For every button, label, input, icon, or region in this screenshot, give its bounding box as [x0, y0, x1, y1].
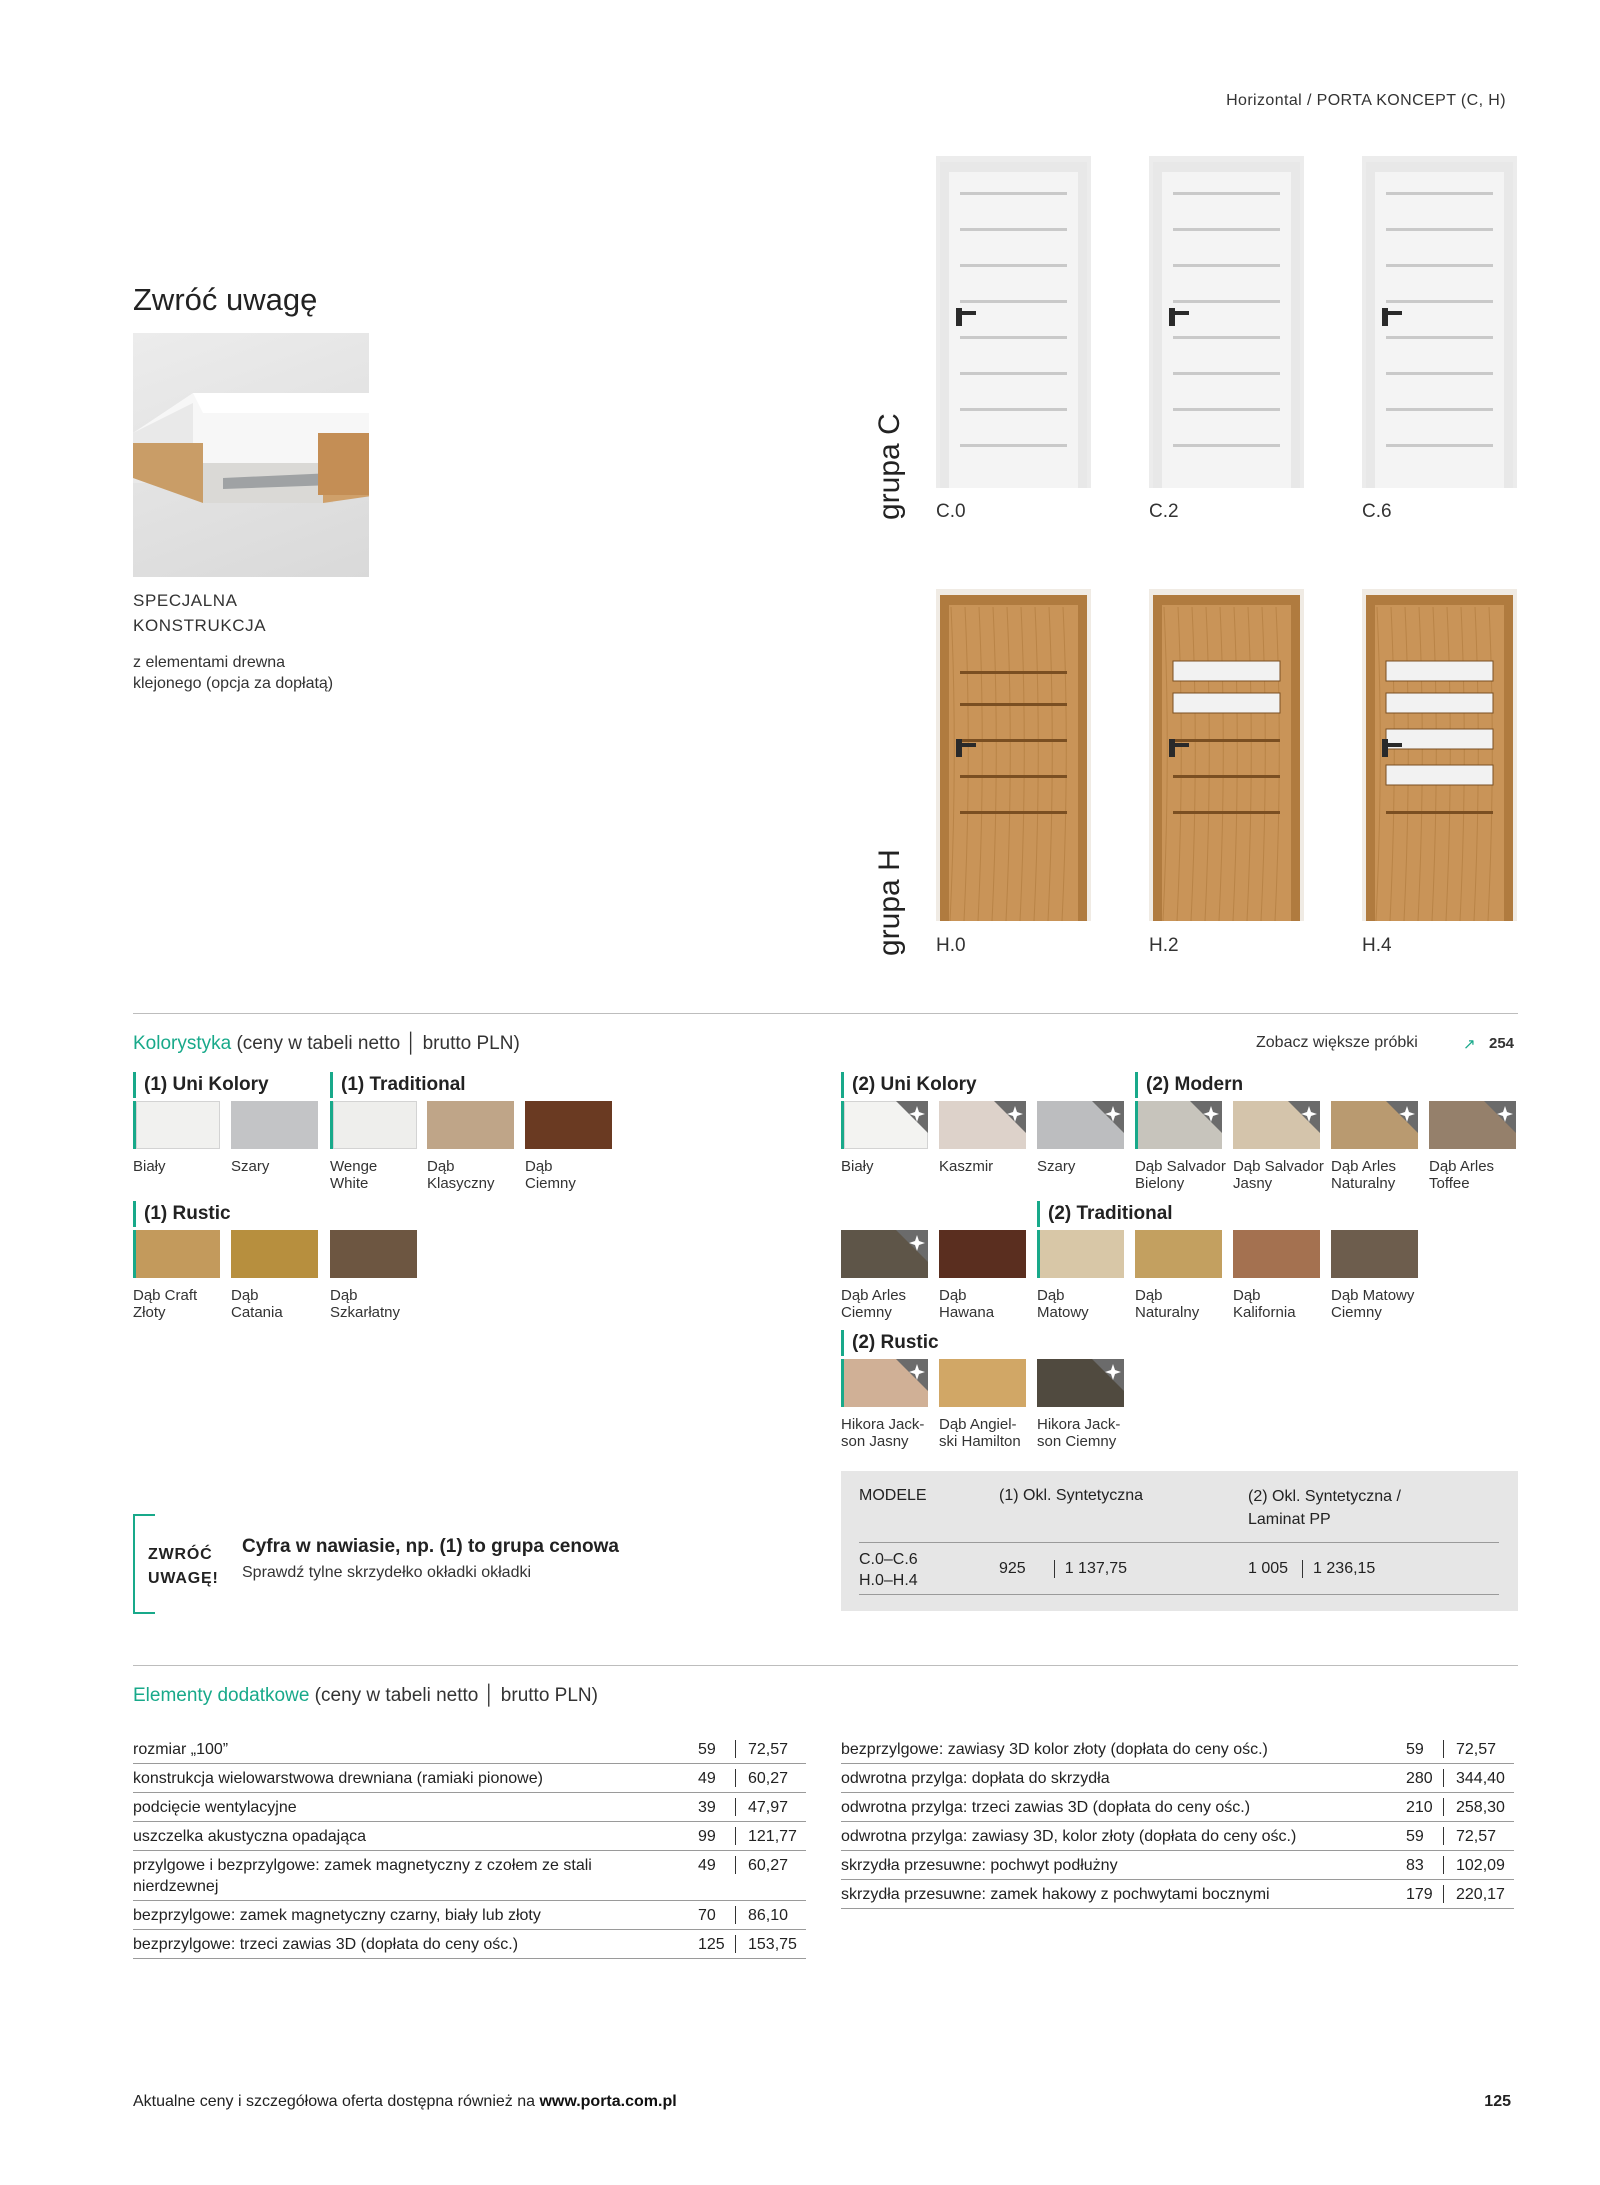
models-row-label — [859, 1549, 918, 1591]
price-row-gross: 60,27 — [748, 1770, 789, 1787]
price-row-net: 39 — [698, 1799, 716, 1816]
price-row — [841, 1735, 1514, 1764]
price-row — [133, 1930, 806, 1959]
price-row-gross: 86,10 — [748, 1907, 789, 1924]
extras-section-title — [133, 1685, 598, 1707]
sparkle-badge-icon — [896, 1101, 928, 1133]
swatch-dab-hawana — [939, 1230, 1026, 1278]
price-row-separator — [1443, 1885, 1444, 1903]
swatch-dab-arles-naturalny — [1331, 1101, 1418, 1149]
callout-label-l1: ZWRÓĆ — [148, 1546, 213, 1563]
sparkle-badge-icon — [1092, 1359, 1124, 1391]
callout-sub: Sprawdź tylne skrzydełko okładki okładki — [242, 1564, 532, 1581]
models-price-table — [841, 1471, 1518, 1611]
models-header-col2 — [1248, 1485, 1401, 1531]
price-row-separator — [735, 1827, 736, 1845]
price-row-name: odwrotna przylga: trzeci zawias 3D (dopłata do ceny ośc.) — [841, 1799, 1251, 1816]
swatch-label-dab-klasyczny — [427, 1158, 525, 1192]
door-image-h0 — [936, 589, 1091, 921]
price-row-net: 179 — [1406, 1886, 1433, 1903]
note-caption-small — [133, 652, 393, 694]
note-small-line-1: z elementami drewna — [133, 654, 286, 671]
swatch-label-dab-arles-toffee — [1429, 1158, 1527, 1192]
swatch-label-kaszmir — [939, 1158, 1037, 1175]
swatch-dab-ciemny — [525, 1101, 612, 1149]
colors-title-accent: Kolorystyka — [133, 1033, 232, 1054]
swatch-label-bialy2 — [841, 1158, 939, 1175]
door-image-c6 — [1362, 156, 1517, 488]
swatch-label-hikora-ciemny — [1037, 1416, 1135, 1450]
price-row-net: 125 — [698, 1936, 725, 1953]
models-header-rule — [859, 1542, 1499, 1543]
swatch-label-bialy1 — [133, 1158, 231, 1175]
callout-label — [148, 1543, 219, 1591]
swatch-label-line-2: Jasny — [1233, 1175, 1273, 1192]
door-label-h2: H.2 — [1149, 935, 1179, 956]
swatch-group-rustic2: (2) Rustic — [841, 1330, 939, 1356]
models-bottom-rule — [859, 1594, 1499, 1595]
price-row-name: podcięcie wentylacyjne — [133, 1799, 297, 1816]
price-row-name: konstrukcja wielowarstwowa drewniana (ramiaki pionowe) — [133, 1770, 543, 1787]
swatch-label-line-1: Hikora Jack- — [841, 1416, 925, 1433]
door-label-c6: C.6 — [1362, 501, 1392, 522]
swatch-label-line-1: Szary — [1037, 1158, 1076, 1175]
price-row-gross: 72,57 — [748, 1741, 789, 1758]
page-number: 125 — [1484, 2093, 1511, 2110]
price-row-name: rozmiar „100” — [133, 1741, 229, 1758]
footer-url[interactable]: www.porta.com.pl — [539, 2093, 677, 2110]
swatch-dab-kalifornia — [1233, 1230, 1320, 1278]
sparkle-badge-icon — [896, 1359, 928, 1391]
price-row-separator — [735, 1769, 736, 1787]
price-row-gross: 102,09 — [1456, 1857, 1505, 1874]
note-title: Zwróć uwagę — [133, 282, 318, 317]
sparkle-badge-icon — [994, 1101, 1026, 1133]
section-divider-2 — [133, 1665, 1518, 1666]
door-image-h2 — [1149, 589, 1304, 921]
models-header: MODELE — [859, 1487, 927, 1504]
note-small-line-2: klejonego (opcja za dopłatą) — [133, 675, 334, 692]
swatch-label-line-1: Dąb Craft — [133, 1287, 198, 1304]
swatch-dab-szkarlatny — [330, 1230, 417, 1278]
swatch-label-dab-arles-naturalny — [1331, 1158, 1429, 1192]
swatch-group-rustic1: (1) Rustic — [133, 1201, 231, 1227]
models-row-l1: C.0–C.6 — [859, 1551, 918, 1568]
swatch-dab-matowy-ciemny — [1331, 1230, 1418, 1278]
swatch-label-dab-arles-ciemny — [841, 1287, 939, 1321]
swatch-label-line-1: Dąb — [525, 1158, 553, 1175]
swatch-szary2 — [1037, 1101, 1124, 1149]
swatch-label-line-2: Matowy — [1037, 1304, 1089, 1321]
price-row-separator — [1443, 1798, 1444, 1816]
swatch-dab-salvador-bielony — [1135, 1101, 1222, 1149]
note-caption-line-1: SPECJALNA — [133, 591, 238, 610]
price-row-separator — [735, 1906, 736, 1924]
swatch-label-dab-catania — [231, 1287, 329, 1321]
swatch-label-line-2: Hawana — [939, 1304, 995, 1321]
price-row-name: skrzydła przesuwne: zamek hakowy z pochwytami bocznymi — [841, 1886, 1270, 1903]
sparkle-badge-icon — [1386, 1101, 1418, 1133]
swatch-label-line-1: Dąb Arles — [841, 1287, 907, 1304]
swatch-label-line-2: Szkarłatny — [330, 1304, 401, 1321]
swatch-label-line-1: Dąb Salvador — [1135, 1158, 1226, 1175]
arrow-up-right-icon[interactable]: ↗ — [1463, 1036, 1476, 1053]
swatch-label-szary1 — [231, 1158, 329, 1175]
price-row — [133, 1901, 806, 1930]
price-row-separator — [735, 1740, 736, 1758]
colors-section-title — [133, 1033, 520, 1055]
swatch-label-line-1: Dąb — [1037, 1287, 1065, 1304]
price-row — [841, 1822, 1514, 1851]
swatch-label-line-1: Dąb — [427, 1158, 455, 1175]
extras-title-rest: (ceny w tabeli netto │ brutto PLN) — [309, 1685, 598, 1706]
swatch-label-dab-matowy — [1037, 1287, 1135, 1321]
swatch-label-line-1: Dąb Matowy — [1331, 1287, 1415, 1304]
swatch-label-szary2 — [1037, 1158, 1135, 1175]
swatch-label-line-1: Szary — [231, 1158, 270, 1175]
price-row-name: przylgowe i bezprzylgowe: zamek magnetyczny z czołem ze stali nierdzewnej — [133, 1857, 592, 1895]
swatch-label-line-2: White — [330, 1175, 369, 1192]
price-row-gross: 72,57 — [1456, 1828, 1497, 1845]
swatch-bialy1 — [133, 1101, 220, 1149]
swatch-label-line-1: Dąb Arles — [1331, 1158, 1397, 1175]
swatch-label-line-2: Naturalny — [1135, 1304, 1200, 1321]
swatch-label-line-2: Kalifornia — [1233, 1304, 1296, 1321]
price-row-name: uszczelka akustyczna opadająca — [133, 1828, 367, 1845]
swatch-dab-salvador-jasny — [1233, 1101, 1320, 1149]
price-row-gross: 60,27 — [748, 1857, 789, 1874]
price-row-separator — [1443, 1769, 1444, 1787]
swatch-label-line-2: ski Hamilton — [939, 1433, 1021, 1450]
sparkle-badge-icon — [1288, 1101, 1320, 1133]
note-caption-line-2: KONSTRUKCJA — [133, 616, 267, 635]
door-image-c2 — [1149, 156, 1304, 488]
swatch-dab-matowy — [1037, 1230, 1124, 1278]
swatch-label-line-1: Dąb — [1135, 1287, 1163, 1304]
price-row-name: odwrotna przylga: dopłata do skrzydła — [841, 1770, 1110, 1787]
swatch-label-line-2: Ciemny — [1331, 1304, 1382, 1321]
door-label-h4: H.4 — [1362, 935, 1392, 956]
swatch-label-line-2: Catania — [231, 1304, 283, 1321]
price-row — [841, 1764, 1514, 1793]
swatch-label-line-2: Ciemny — [841, 1304, 892, 1321]
swatch-label-line-1: Dąb Salvador — [1233, 1158, 1324, 1175]
price-row — [841, 1851, 1514, 1880]
price-row-net: 59 — [1406, 1741, 1424, 1758]
sparkle-badge-icon — [1484, 1101, 1516, 1133]
swatch-kaszmir — [939, 1101, 1026, 1149]
swatch-label-line-1: Dąb Arles — [1429, 1158, 1495, 1175]
swatch-label-dab-matowy-ciemny — [1331, 1287, 1429, 1321]
swatch-label-line-1: Biały — [841, 1158, 874, 1175]
price-row-gross: 121,77 — [748, 1828, 797, 1845]
swatch-dab-arles-ciemny — [841, 1230, 928, 1278]
price-row-net: 280 — [1406, 1770, 1433, 1787]
models-header-col1: (1) Okl. Syntetyczna — [999, 1487, 1144, 1504]
colors-title-rest: (ceny w tabeli netto │ brutto PLN) — [231, 1033, 520, 1054]
swatch-label-line-1: Dąb — [1233, 1287, 1261, 1304]
swatch-label-line-1: Hikora Jack- — [1037, 1416, 1121, 1433]
door-label-c0: C.0 — [936, 501, 966, 522]
group-c-label: grupa C — [873, 413, 906, 520]
swatch-dab-angielski — [939, 1359, 1026, 1407]
swatch-label-line-2: Złoty — [133, 1304, 166, 1321]
swatch-label-line-1: Dąb — [939, 1287, 967, 1304]
price-row-separator — [1443, 1740, 1444, 1758]
swatch-dab-klasyczny — [427, 1101, 514, 1149]
models-col1-net: 925 — [999, 1560, 1026, 1578]
price-row — [133, 1764, 806, 1793]
price-row-gross: 220,17 — [1456, 1886, 1505, 1903]
swatch-hikora-ciemny — [1037, 1359, 1124, 1407]
breadcrumb: Horizontal / PORTA KONCEPT (C, H) — [1226, 92, 1506, 109]
group-h-label: grupa H — [873, 849, 906, 956]
swatch-label-line-2: Bielony — [1135, 1175, 1185, 1192]
door-label-c2: C.2 — [1149, 501, 1179, 522]
price-row-name: odwrotna przylga: zawiasy 3D, kolor złoty (dopłata do ceny ośc.) — [841, 1828, 1297, 1845]
price-row-separator — [1443, 1856, 1444, 1874]
swatch-label-dab-kalifornia — [1233, 1287, 1331, 1321]
callout-title: Cyfra w nawiasie, np. (1) to grupa cenowa — [242, 1536, 619, 1557]
price-row-net: 210 — [1406, 1799, 1433, 1816]
swatch-label-hikora-jasny — [841, 1416, 939, 1450]
footer-text-body: Aktualne ceny i szczegółowa oferta dostępna również na — [133, 2093, 540, 2110]
swatch-label-line-2: Toffee — [1429, 1175, 1470, 1192]
swatch-label-line-1: Biały — [133, 1158, 166, 1175]
price-row-net: 49 — [698, 1770, 716, 1787]
models-col2-net: 1 005 — [1248, 1560, 1289, 1578]
swatch-szary1 — [231, 1101, 318, 1149]
door-image-h4 — [1362, 589, 1517, 921]
swatch-group-trad2: (2) Traditional — [1037, 1201, 1173, 1227]
swatch-dab-arles-toffee — [1429, 1101, 1516, 1149]
door-label-h0: H.0 — [936, 935, 966, 956]
callout-label-l2: UWAGĘ! — [148, 1570, 219, 1587]
swatch-dab-naturalny — [1135, 1230, 1222, 1278]
price-row — [133, 1793, 806, 1822]
swatch-group-uni2: (2) Uni Kolory — [841, 1072, 977, 1098]
price-row-name: skrzydła przesuwne: pochwyt podłużny — [841, 1857, 1118, 1874]
price-row-separator — [735, 1798, 736, 1816]
price-row-gross: 72,57 — [1456, 1741, 1497, 1758]
models-col2-price — [1248, 1560, 1375, 1578]
swatch-label-line-1: Dąb Angiel- — [939, 1416, 1017, 1433]
models-row-l2: H.0–H.4 — [859, 1572, 918, 1589]
swatch-label-dab-angielski — [939, 1416, 1037, 1450]
extras-table-right — [841, 1735, 1514, 1909]
price-row-separator — [1443, 1827, 1444, 1845]
note-caption — [133, 588, 266, 638]
swatch-label-line-2: son Ciemny — [1037, 1433, 1117, 1450]
swatch-group-modern2: (2) Modern — [1135, 1072, 1243, 1098]
swatch-wenge-white — [330, 1101, 417, 1149]
price-row-separator — [735, 1856, 736, 1874]
swatch-label-line-2: son Jasny — [841, 1433, 909, 1450]
models-header-col2-l1: (2) Okl. Syntetyczna / — [1248, 1488, 1401, 1505]
door-image-c0 — [936, 156, 1091, 488]
swatch-label-line-2: Klasyczny — [427, 1175, 495, 1192]
price-row-net: 59 — [1406, 1828, 1424, 1845]
price-row-gross: 153,75 — [748, 1936, 797, 1953]
footer-text — [133, 2093, 677, 2111]
swatch-label-wenge-white — [330, 1158, 428, 1192]
price-row-name: bezprzylgowe: zawiasy 3D kolor złoty (dopłata do ceny ośc.) — [841, 1741, 1268, 1758]
swatch-label-line-1: Dąb — [330, 1287, 358, 1304]
price-row — [841, 1880, 1514, 1909]
swatch-label-line-1: Wenge — [330, 1158, 378, 1175]
price-row-net: 99 — [698, 1828, 716, 1845]
more-samples-page[interactable]: 254 — [1489, 1035, 1515, 1052]
swatch-label-dab-ciemny — [525, 1158, 623, 1192]
price-row-net: 59 — [698, 1741, 716, 1758]
swatch-label-dab-naturalny — [1135, 1287, 1233, 1321]
swatch-label-dab-szkarlatny — [330, 1287, 428, 1321]
sparkle-badge-icon — [896, 1230, 928, 1262]
price-row-name: bezprzylgowe: zamek magnetyczny czarny, biały lub złoty — [133, 1907, 541, 1924]
extras-title-accent: Elementy dodatkowe — [133, 1685, 310, 1706]
price-row-net: 49 — [698, 1857, 716, 1874]
swatch-label-dab-salvador-bielony — [1135, 1158, 1233, 1192]
models-col2-gross: 1 236,15 — [1313, 1560, 1376, 1578]
swatch-dab-catania — [231, 1230, 318, 1278]
price-row — [133, 1735, 806, 1764]
price-row-gross: 258,30 — [1456, 1799, 1505, 1816]
section-divider — [133, 1013, 1518, 1014]
swatch-label-dab-craft-zloty — [133, 1287, 231, 1321]
swatch-label-line-2: Naturalny — [1331, 1175, 1396, 1192]
price-row-gross: 344,40 — [1456, 1770, 1505, 1787]
swatch-dab-craft-zloty — [133, 1230, 220, 1278]
models-header-col2-l2: Laminat PP — [1248, 1511, 1331, 1528]
swatch-label-line-2: Ciemny — [525, 1175, 576, 1192]
swatch-label-dab-hawana — [939, 1287, 1037, 1321]
construction-cross-section-image — [133, 333, 369, 577]
sparkle-badge-icon — [1092, 1101, 1124, 1133]
swatch-label-line-1: Dąb — [231, 1287, 259, 1304]
price-row-net: 70 — [698, 1907, 716, 1924]
swatch-label-line-1: Kaszmir — [939, 1158, 994, 1175]
models-col1-price — [999, 1560, 1127, 1578]
price-row-gross: 47,97 — [748, 1799, 789, 1816]
sparkle-badge-icon — [1190, 1101, 1222, 1133]
price-row — [133, 1851, 806, 1901]
extras-table-left — [133, 1735, 806, 1959]
price-row-name: bezprzylgowe: trzeci zawias 3D (dopłata do ceny ośc.) — [133, 1936, 519, 1953]
swatch-hikora-jasny — [841, 1359, 928, 1407]
more-samples-link[interactable]: Zobacz większe próbki — [1256, 1034, 1418, 1051]
swatch-group-uni1: (1) Uni Kolory — [133, 1072, 269, 1098]
price-row — [133, 1822, 806, 1851]
models-col1-gross: 1 137,75 — [1064, 1560, 1127, 1578]
price-row — [841, 1793, 1514, 1822]
price-row-separator — [735, 1935, 736, 1953]
swatch-group-trad1: (1) Traditional — [330, 1072, 466, 1098]
swatch-bialy2 — [841, 1101, 928, 1149]
swatch-label-dab-salvador-jasny — [1233, 1158, 1331, 1192]
price-row-net: 83 — [1406, 1857, 1424, 1874]
